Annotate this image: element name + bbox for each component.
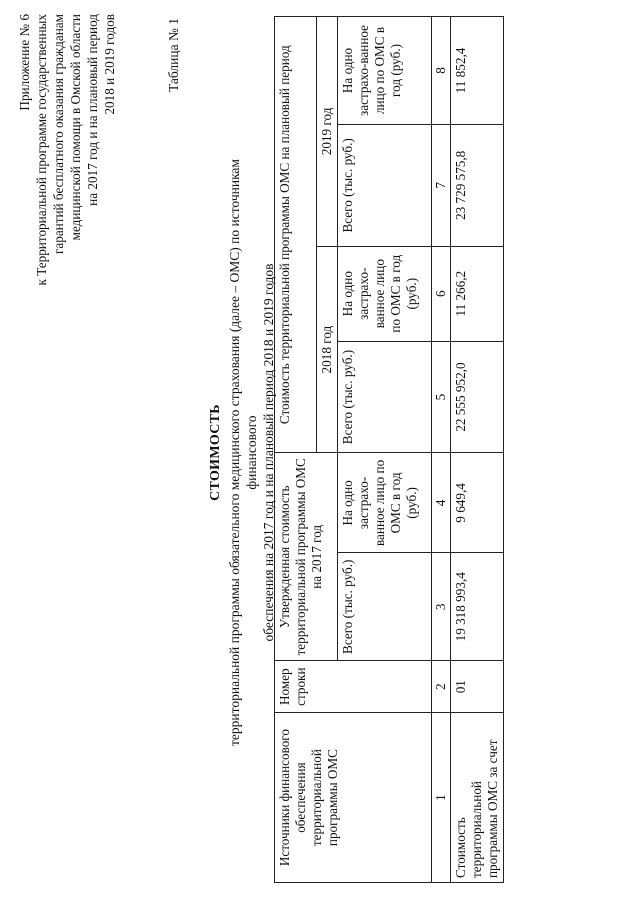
header-row [275,17,317,883]
column-number: 2 [432,661,451,713]
header-per-person: На одно застрахо-ванное лицо по ОМС в год (руб.) [337,246,431,341]
per-person-2018: 11 266,2 [451,246,504,341]
header-per-person: На одно застрахо-ванное лицо по ОМС в год (руб.) [337,453,431,553]
column-number: 5 [432,341,451,453]
table-number: Таблица № 1 [166,18,181,92]
column-number: 4 [432,453,451,553]
total-2019: 23 729 575,8 [451,124,504,246]
column-number: 8 [432,17,451,125]
total-2017: 19 318 993,4 [451,553,504,661]
header-approved-2017: Утвержденная стоимость территориальной программы ОМС на 2017 год [275,453,338,661]
row-number: 01 [451,661,504,713]
header-total: Всего (тыс. руб.) [337,553,431,661]
column-number: 7 [432,124,451,246]
appendix-line: на 2017 год и на плановый период [85,14,100,206]
per-person-2019: 11 852,4 [451,17,504,125]
column-number: 6 [432,246,451,341]
appendix-line: медицинской помощи в Омской области [68,14,83,241]
header-2019: 2019 год [316,17,337,247]
column-number: 1 [432,713,451,883]
subtitle-line: территориальной программы обязательного медицинского страхования (далее – ОМС) по источникам финансового [227,159,259,746]
per-person-2017: 9 649,4 [451,453,504,553]
document-title: СТОИМОСТЬ [208,404,223,501]
header-planned-period: Стоимость территориальной программы ОМС на плановый период [275,17,317,453]
cost-table [274,16,504,883]
document-subtitle [226,140,277,765]
appendix-line: к Территориальной программе государственных [34,14,49,286]
row-label: Стоимость территориальной программы ОМС за счет [451,713,504,883]
appendix-block [16,14,118,354]
table-row [451,17,504,883]
header-per-person: На одно застрахо-ванное лицо по ОМС в год (руб.) [337,17,431,125]
subtitle-line: обеспечения на 2017 год и на плановый период 2018 и 2019 годов [261,263,276,642]
appendix-line: гарантий бесплатного оказания гражданам [51,14,66,255]
header-row-number: Номер строки [275,661,432,713]
appendix-line: Приложение № 6 [17,14,32,111]
header-2018: 2018 год [316,246,337,453]
header-source: Источники финансового обеспечения территориальной программы ОМС [275,713,432,883]
appendix-line: 2018 и 2019 годов [102,14,117,115]
header-total: Всего (тыс. руб.) [337,124,431,246]
column-number-row [432,17,451,883]
header-total: Всего (тыс. руб.) [337,341,431,453]
total-2018: 22 555 952,0 [451,341,504,453]
column-number: 3 [432,553,451,661]
